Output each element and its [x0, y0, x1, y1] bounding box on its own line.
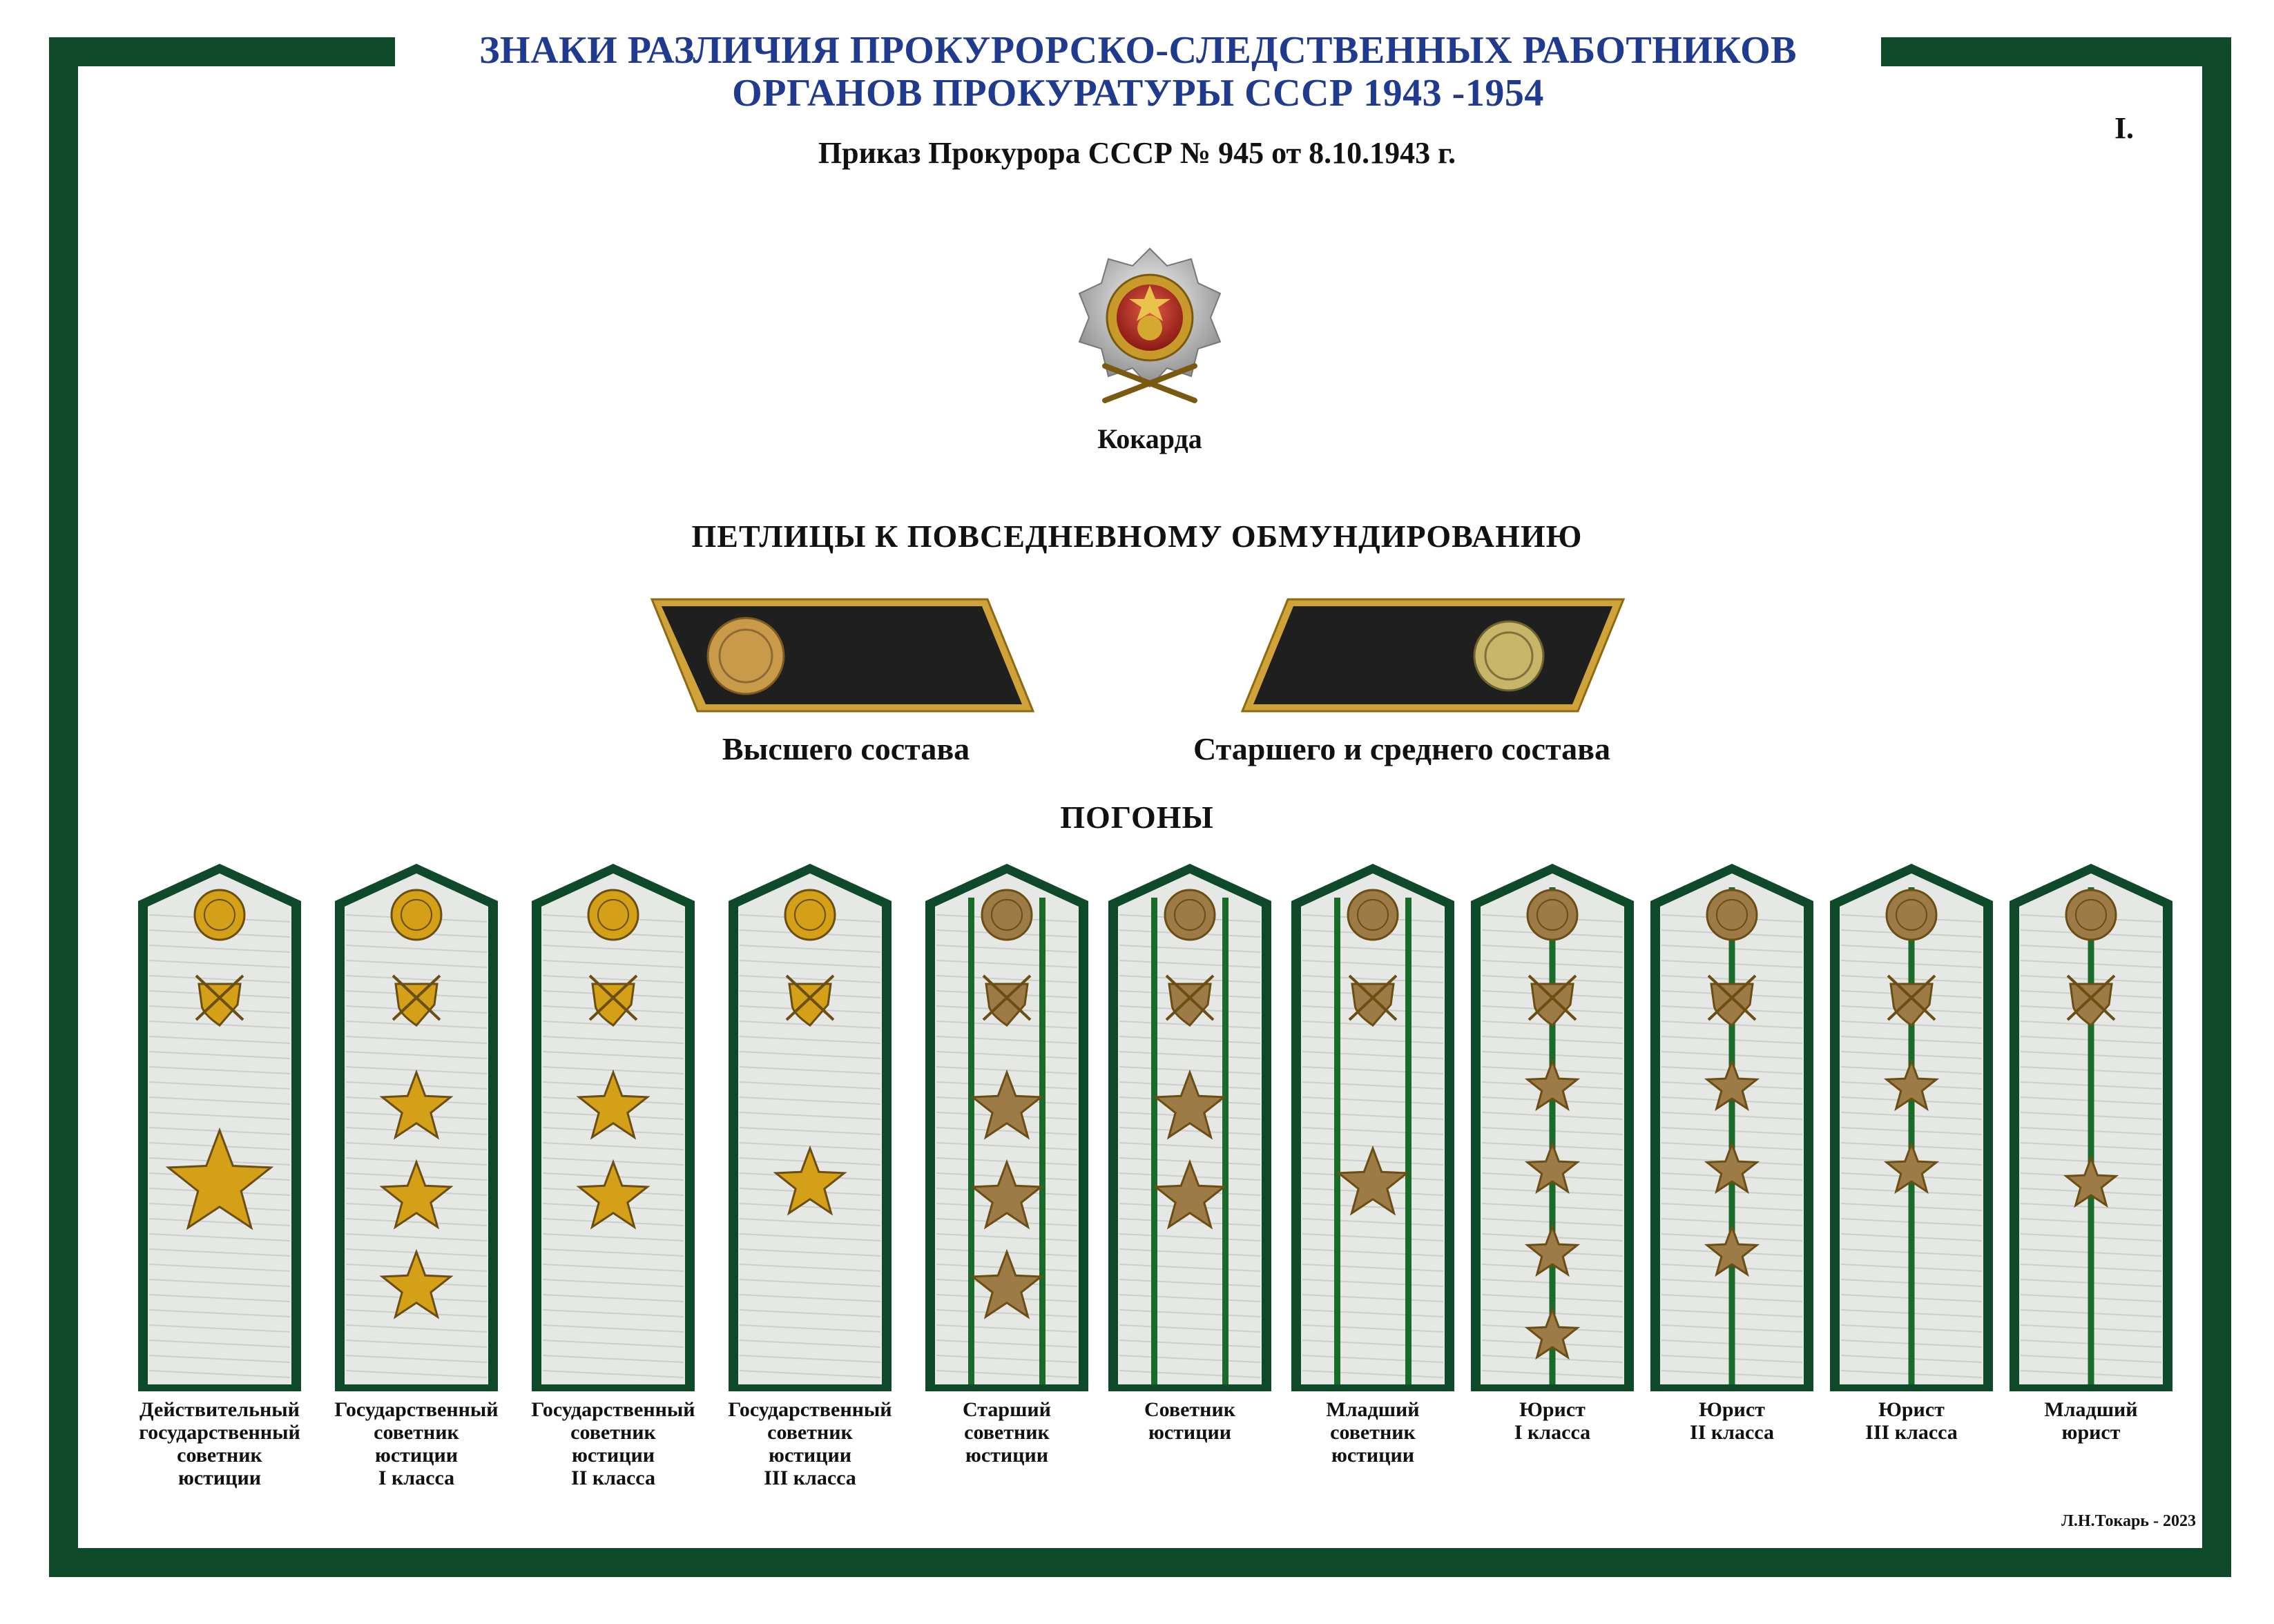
- rank-label: Юрист I класса: [1514, 1398, 1591, 1444]
- cockade-badge-icon: [1074, 245, 1226, 411]
- rank-label: Юрист III класса: [1865, 1398, 1958, 1444]
- shoulder-strap: [526, 860, 700, 1391]
- rank-label: Государственный советник юстиции I класса: [334, 1398, 499, 1489]
- shoulder-strap: [1645, 860, 1819, 1391]
- shoulder-strap: [1103, 860, 1277, 1391]
- rank-label: Советник юстиции: [1144, 1398, 1236, 1444]
- collar-tab-senior-middle: [1240, 595, 1626, 716]
- shoulder-strap: [1286, 860, 1460, 1391]
- rank-label: Младший советник юстиции: [1326, 1398, 1420, 1467]
- page-number: I.: [2114, 111, 2135, 145]
- order-subtitle: Приказ Прокурора СССР № 945 от 8.10.1943 г.: [818, 136, 1456, 170]
- shoulder-strap: [723, 860, 897, 1391]
- shoulder-strap: [1824, 860, 1998, 1391]
- rank-label: Государственный советник юстиции III класса: [728, 1398, 892, 1489]
- page-title: [395, 29, 1881, 115]
- cockade-label: Кокарда: [1097, 423, 1202, 454]
- title-line-1: ЗНАКИ РАЗЛИЧИЯ ПРОКУРОРСКО-СЛЕДСТВЕННЫХ РАБОТНИКОВ: [479, 29, 1798, 72]
- shoulder-strap: [920, 860, 1094, 1391]
- rank-label: Государственный советник юстиции II класса: [531, 1398, 695, 1489]
- shoulder-strap: [1465, 860, 1639, 1391]
- collar-tab-higher: [649, 595, 1036, 716]
- shoulder-strap: [133, 860, 307, 1391]
- rank-label: Действительный государственный советник юстиции: [139, 1398, 300, 1489]
- author-credit: Л.Н.Токарь - 2023: [2061, 1512, 2196, 1530]
- straps-section-heading: ПОГОНЫ: [1060, 800, 1214, 835]
- tab-label-senior-middle: Старшего и среднего состава: [1193, 731, 1610, 766]
- shoulder-strap: [329, 860, 503, 1391]
- rank-label: Юрист II класса: [1690, 1398, 1774, 1444]
- tabs-section-heading: ПЕТЛИЦЫ К ПОВСЕДНЕВНОМУ ОБМУНДИРОВАНИЮ: [691, 519, 1583, 554]
- rank-label: Младший юрист: [2044, 1398, 2138, 1444]
- tab-label-higher: Высшего состава: [722, 731, 970, 766]
- shoulder-strap: [2004, 860, 2178, 1391]
- title-line-2: ОРГАНОВ ПРОКУРАТУРЫ СССР 1943 -1954: [732, 72, 1544, 115]
- rank-label: Старший советник юстиции: [963, 1398, 1051, 1467]
